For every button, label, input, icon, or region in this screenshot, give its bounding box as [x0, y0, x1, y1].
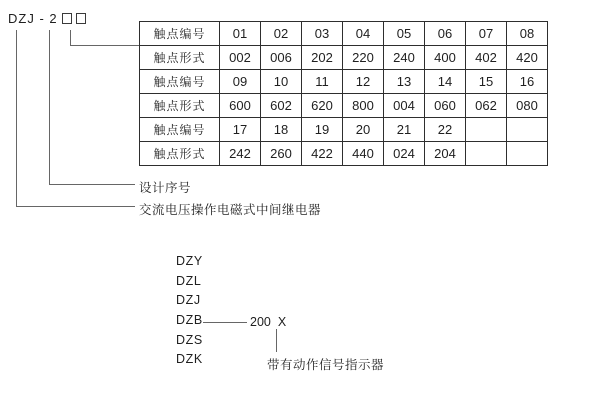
table-row: [140, 142, 548, 166]
table-cell: 05: [384, 22, 425, 46]
table-cell: 07: [466, 22, 507, 46]
contact-code-table: [139, 21, 548, 166]
table-cell: 02: [261, 22, 302, 46]
table-cell: 602: [261, 94, 302, 118]
table-cell: 062: [466, 94, 507, 118]
table-cell: [507, 118, 548, 142]
table-cell: 240: [384, 46, 425, 70]
table-cell: 19: [302, 118, 343, 142]
table-row: [140, 94, 548, 118]
contact-code-table-grid: [139, 21, 548, 166]
table-cell: 024: [384, 142, 425, 166]
table-cell: 08: [507, 22, 548, 46]
model-code-text: DZJ - 2: [8, 11, 58, 26]
table-cell: 06: [425, 22, 466, 46]
table-cell: 18: [261, 118, 302, 142]
table-row: [140, 70, 548, 94]
series-item-dzj: DZJ: [176, 293, 201, 308]
table-cell: 440: [343, 142, 384, 166]
relay-series-list: [176, 252, 203, 370]
table-cell: 11: [302, 70, 343, 94]
table-cell: 006: [261, 46, 302, 70]
table-row: [140, 118, 548, 142]
series-item-dzk: DZK: [176, 352, 203, 367]
table-row-label: 触点形式: [140, 46, 220, 70]
table-cell: [507, 142, 548, 166]
connector-contact-code-line: [71, 30, 140, 46]
table-cell: 22: [425, 118, 466, 142]
table-cell: 16: [507, 70, 548, 94]
table-cell: 21: [384, 118, 425, 142]
design-serial-label: 设计序号: [139, 181, 192, 195]
table-cell: 15: [466, 70, 507, 94]
table-cell: 600: [220, 94, 261, 118]
table-row-label: 触点形式: [140, 142, 220, 166]
table-cell: 12: [343, 70, 384, 94]
table-row-label: 触点编号: [140, 70, 220, 94]
series-item-dzs: DZS: [176, 332, 203, 347]
dzb-code-number: 200: [250, 315, 271, 329]
table-cell: 260: [261, 142, 302, 166]
table-cell: 420: [507, 46, 548, 70]
table-cell: 620: [302, 94, 343, 118]
table-cell: 10: [261, 70, 302, 94]
table-cell: [466, 142, 507, 166]
series-item-dzy: DZY: [176, 254, 203, 268]
table-cell: 20: [343, 118, 384, 142]
table-cell: 060: [425, 94, 466, 118]
model-code-header: [8, 11, 86, 26]
table-cell: 14: [425, 70, 466, 94]
device-type-label: 交流电压操作电磁式中间继电器: [139, 203, 322, 217]
table-cell: 800: [343, 94, 384, 118]
table-cell: 04: [343, 22, 384, 46]
table-cell: 242: [220, 142, 261, 166]
placeholder-square-icon: [76, 13, 86, 24]
table-cell: 402: [466, 46, 507, 70]
series-item-dzb: DZB: [176, 313, 203, 328]
table-cell: 080: [507, 94, 548, 118]
table-cell: 002: [220, 46, 261, 70]
indicator-note-label: 带有动作信号指示器: [267, 358, 385, 372]
table-cell: 204: [425, 142, 466, 166]
table-row-label: 触点编号: [140, 22, 220, 46]
table-row: [140, 22, 548, 46]
table-cell: 422: [302, 142, 343, 166]
table-cell: 03: [302, 22, 343, 46]
table-cell: 17: [220, 118, 261, 142]
table-cell: 220: [343, 46, 384, 70]
table-cell: 202: [302, 46, 343, 70]
series-item-dzl: DZL: [176, 273, 202, 288]
table-cell: 400: [425, 46, 466, 70]
placeholder-square-icon: [62, 13, 72, 24]
dzb-model-code: [250, 315, 286, 329]
table-row-label: 触点编号: [140, 118, 220, 142]
dzb-code-variant: X: [277, 315, 287, 329]
table-cell: [466, 118, 507, 142]
table-cell: 01: [220, 22, 261, 46]
connector-design-serial-line: [50, 30, 136, 185]
connector-device-type-line: [17, 30, 136, 207]
table-cell: 09: [220, 70, 261, 94]
table-cell: 13: [384, 70, 425, 94]
table-row: [140, 46, 548, 70]
table-row-label: 触点形式: [140, 94, 220, 118]
table-cell: 004: [384, 94, 425, 118]
